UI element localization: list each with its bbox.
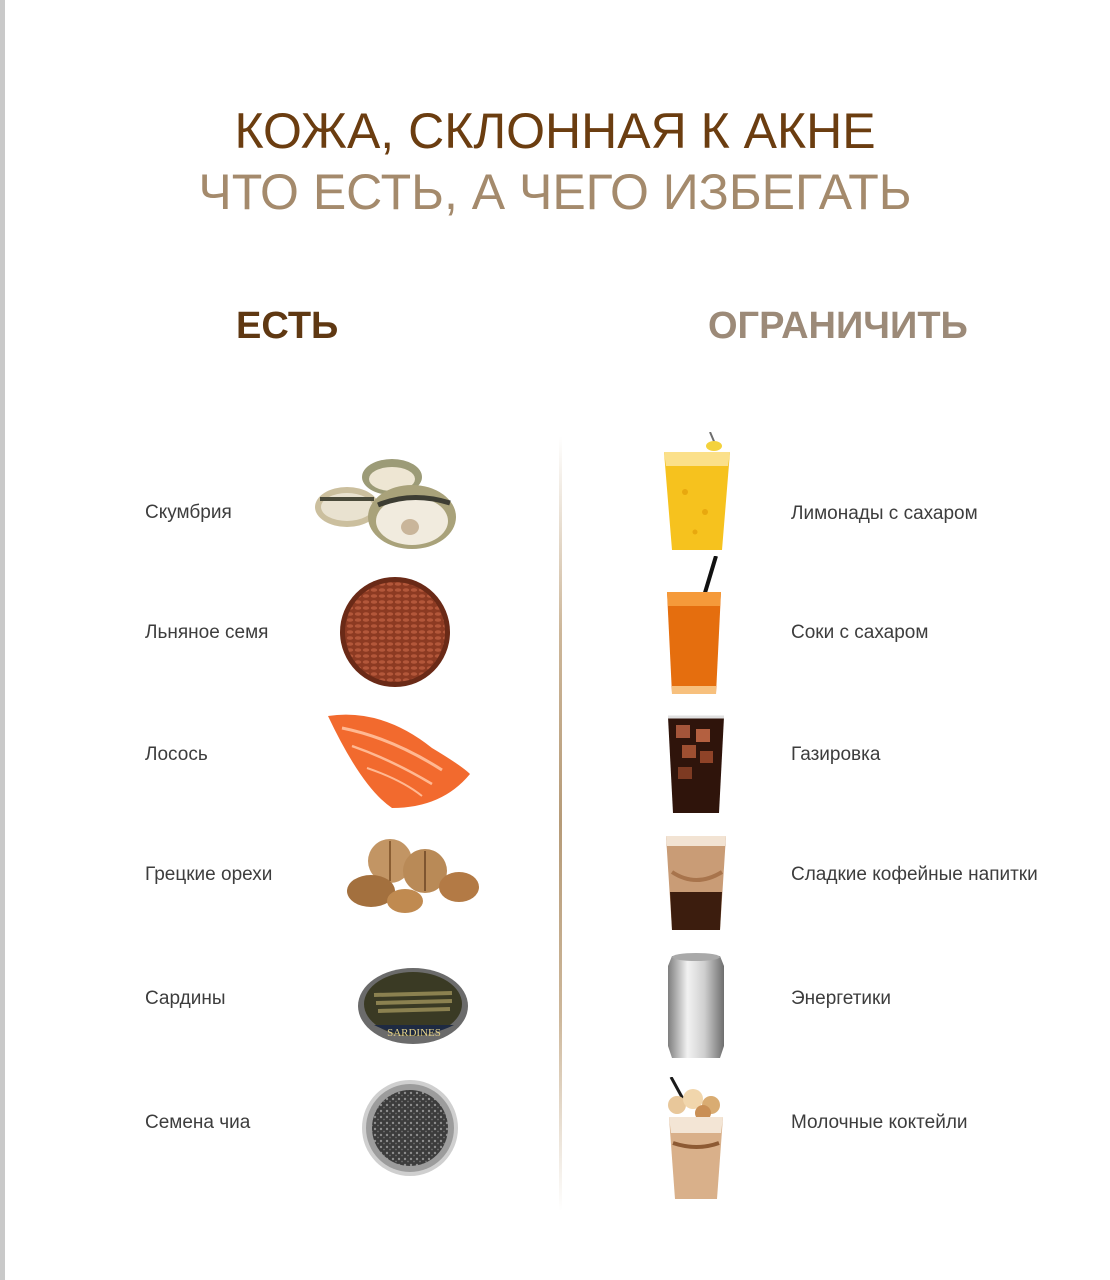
limit-item-label: Энергетики xyxy=(791,988,891,1009)
title-line-2: ЧТО ЕСТЬ, А ЧЕГО ИЗБЕГАТЬ xyxy=(198,164,912,220)
soda-icon xyxy=(666,715,726,815)
energy-drink-can-icon xyxy=(664,950,728,1062)
eat-item-label: Льняное семя xyxy=(145,622,269,643)
milkshake-icon xyxy=(663,1077,729,1203)
eat-item-label: Скумбрия xyxy=(145,502,232,523)
eat-item-label: Сардины xyxy=(145,988,226,1009)
lemonade-icon xyxy=(660,432,735,554)
eat-item-label: Лосось xyxy=(145,744,208,765)
sardines-can-label: SARDINES xyxy=(387,1027,441,1039)
heading-limit: ОГРАНИЧИТЬ xyxy=(708,305,968,347)
flaxseed-icon xyxy=(338,575,453,690)
eat-item-label: Грецкие орехи xyxy=(145,864,273,885)
sardines-can-icon xyxy=(356,965,471,1047)
salmon-icon xyxy=(322,708,474,813)
eat-item-label: Семена чиа xyxy=(145,1112,251,1133)
iced-coffee-icon xyxy=(664,832,728,932)
title-line-1: КОЖА, СКЛОННАЯ К АКНЕ xyxy=(234,103,876,159)
limit-item-label: Лимонады с сахаром xyxy=(791,503,978,524)
heading-eat: ЕСТЬ xyxy=(236,305,339,347)
limit-item-label: Сладкие кофейные напитки xyxy=(791,864,1038,885)
limit-item-label: Молочные коктейли xyxy=(791,1112,968,1133)
limit-item-label: Газировка xyxy=(791,744,881,765)
column-divider xyxy=(559,436,562,1211)
mackerel-icon xyxy=(312,455,457,555)
limit-item-label: Соки с сахаром xyxy=(791,622,929,643)
chia-seeds-icon xyxy=(361,1079,459,1177)
juice-icon xyxy=(664,556,724,698)
walnut-icon xyxy=(345,833,483,919)
